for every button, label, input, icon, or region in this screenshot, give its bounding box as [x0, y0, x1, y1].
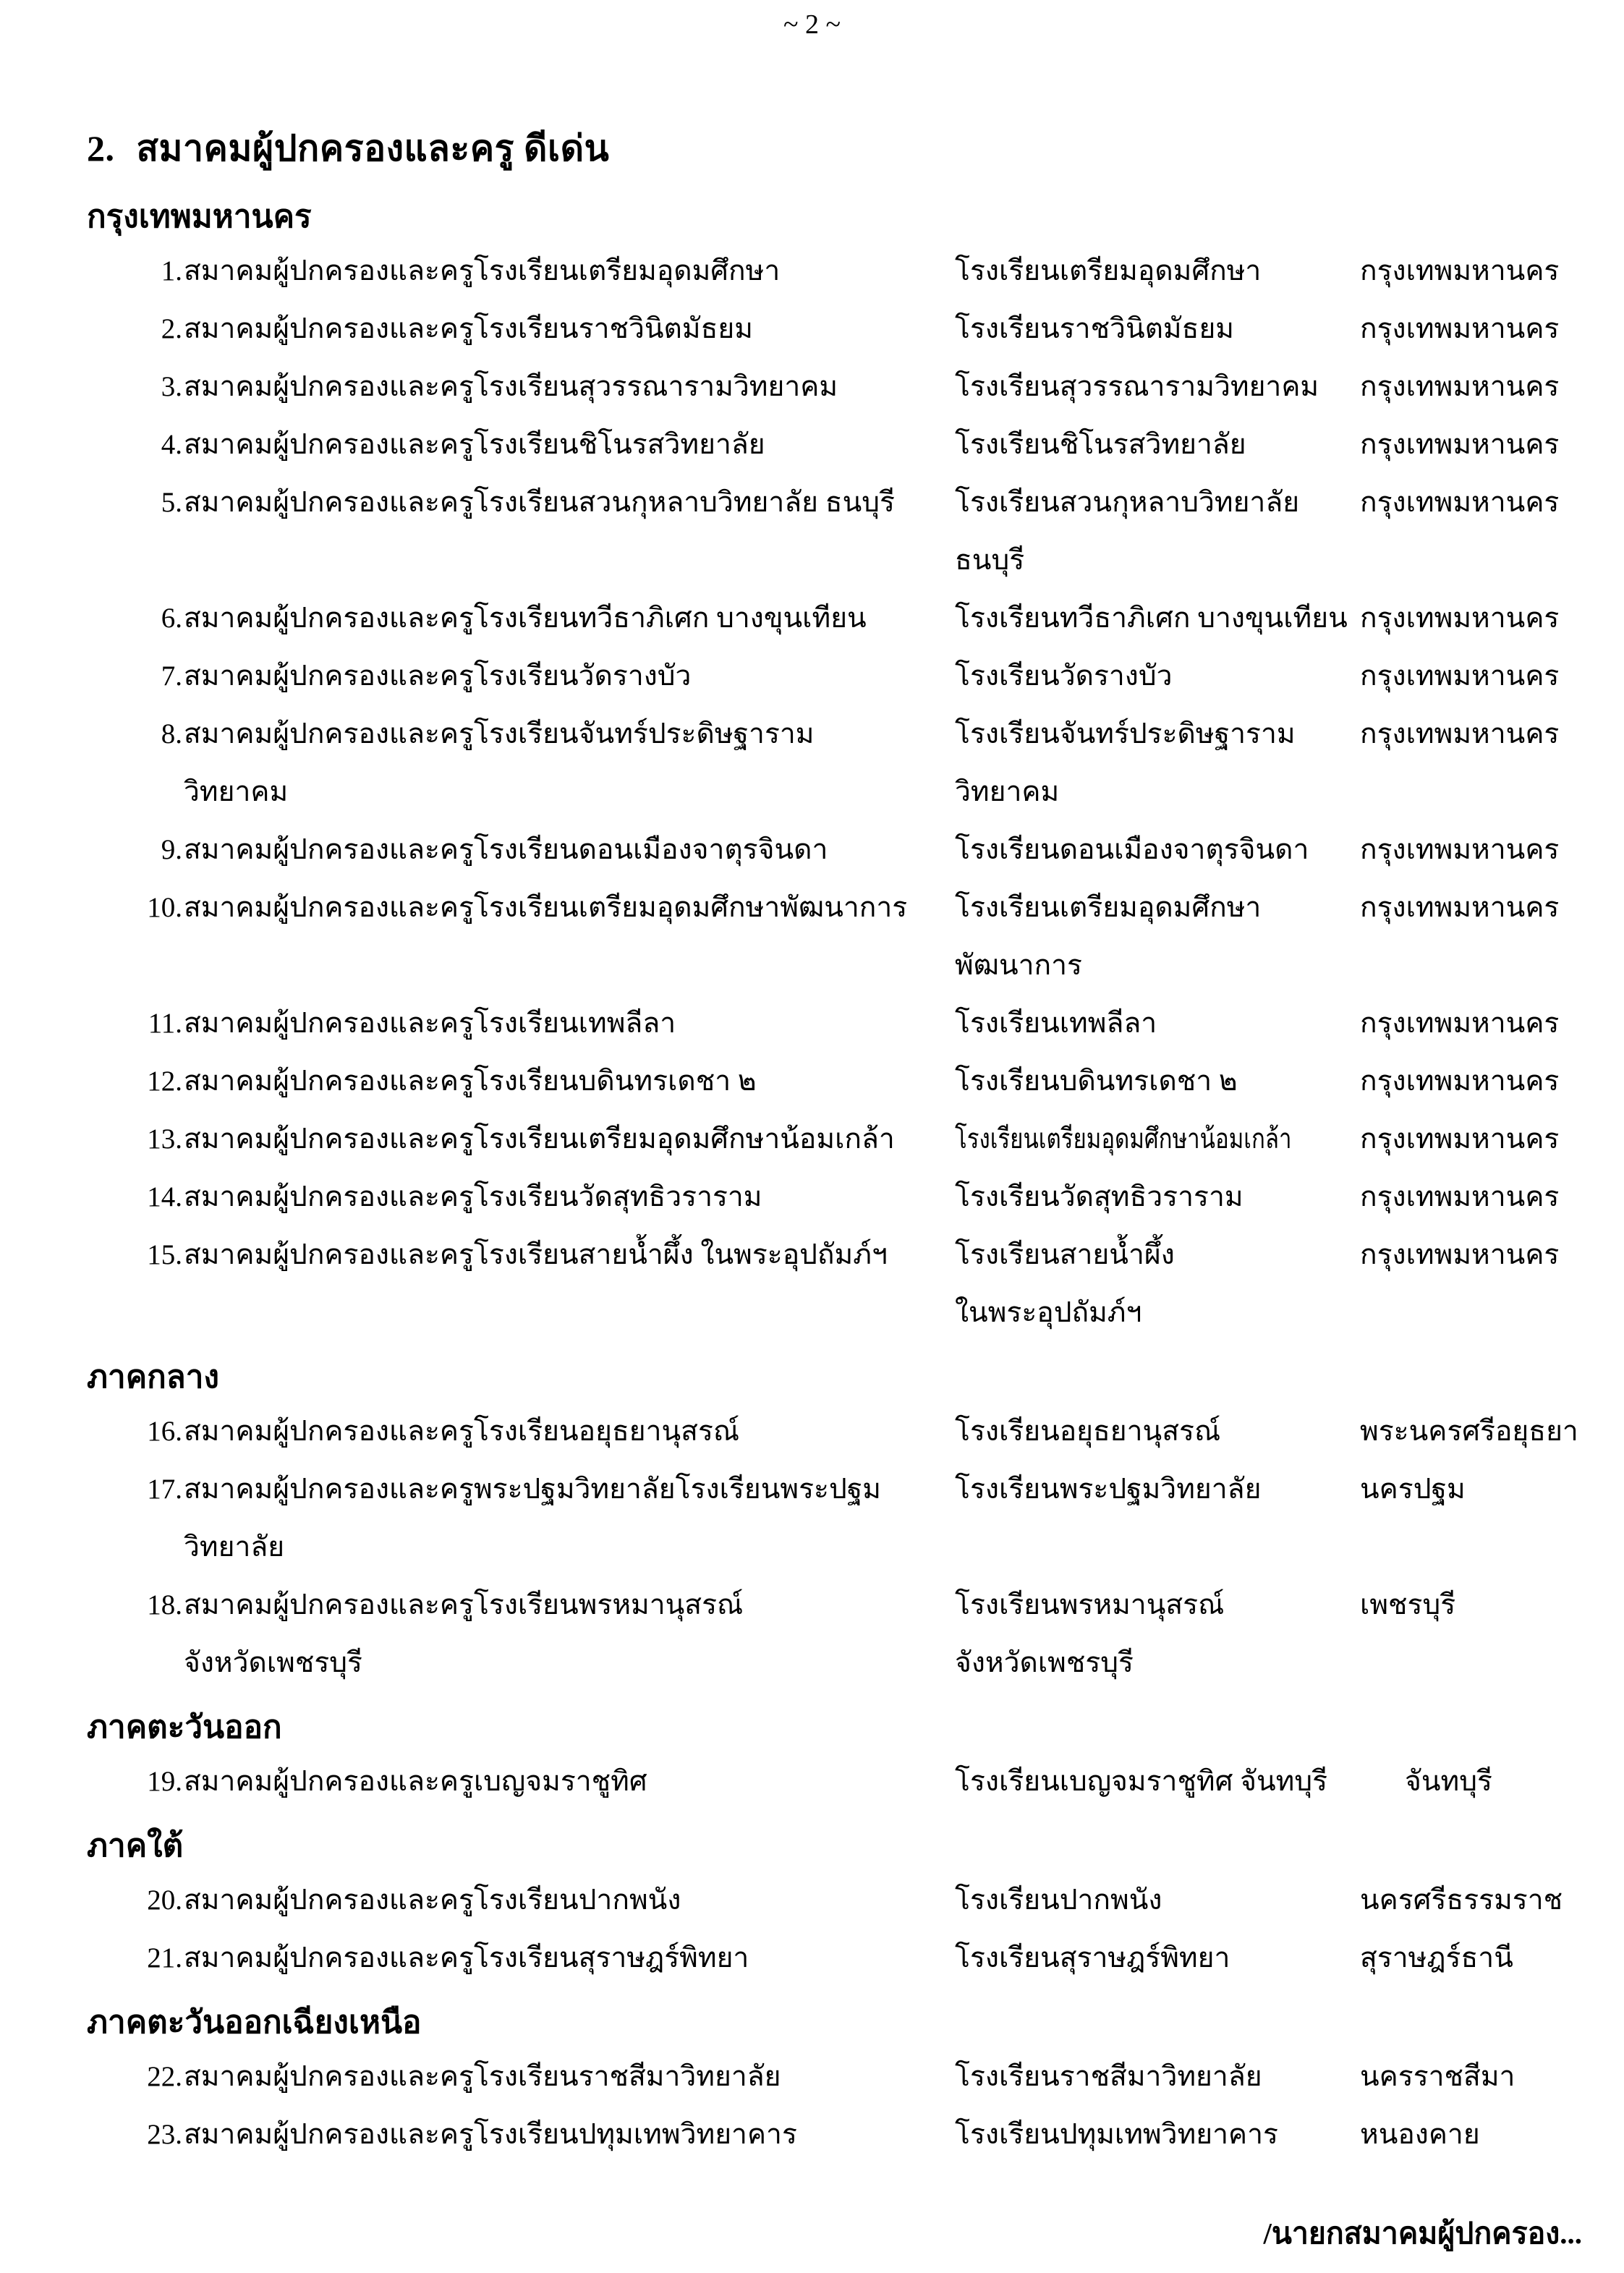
province-line: กรุงเทพมหานคร: [1360, 1008, 1560, 1039]
association-line: สมาคมผู้ปกครองและครูโรงเรียนชิโนรสวิทยาลัย: [184, 429, 765, 460]
province-name: [1360, 588, 1559, 646]
school-line: วิทยาคม: [955, 776, 1060, 807]
table-row: [0, 1401, 1624, 1459]
association-line: สมาคมผู้ปกครองและครูโรงเรียนดอนเมืองจาตุรจินดา: [184, 834, 828, 865]
school-line: โรงเรียนทวีธาภิเศก บางขุนเทียน: [955, 603, 1348, 634]
entry-number: 7.: [161, 660, 182, 692]
association-line: สมาคมผู้ปกครองและครูโรงเรียนเทพลีลา: [184, 1008, 676, 1039]
school-name: [955, 1225, 1175, 1341]
association-line: สมาคมผู้ปกครองและครูโรงเรียนสายน้ำผึ้ง ในพระอุปถัมภ์ฯ: [184, 1239, 888, 1270]
association-name: [184, 878, 907, 935]
school-line: โรงเรียนปทุมเทพวิทยาคาร: [955, 2119, 1278, 2150]
table-row: [0, 993, 1624, 1051]
section-header: ภาคตะวันออก: [87, 1709, 282, 1745]
province-line: กรุงเทพมหานคร: [1360, 892, 1560, 923]
table-row: [0, 2047, 1624, 2104]
page-number: ~ 2 ~: [783, 9, 841, 40]
school-line: โรงเรียนเตรียมอุดมศึกษาน้อมเกล้า: [955, 1123, 1292, 1155]
province-name: [1360, 1401, 1578, 1459]
province-name: [1360, 357, 1559, 415]
table-row: [0, 1109, 1624, 1167]
province-name: [1405, 1751, 1492, 1809]
section-header: ภาคตะวันออกเฉียงเหนือ: [87, 2005, 422, 2040]
entry-number: 17.: [147, 1474, 182, 1505]
province-name: [1360, 472, 1559, 530]
association-name: [184, 241, 780, 299]
association-name: [184, 1575, 743, 1691]
school-name: [955, 1401, 1220, 1459]
association-line: สมาคมผู้ปกครองและครูโรงเรียนเตรียมอุดมศึกษา: [184, 255, 781, 286]
school-line: โรงเรียนชิโนรสวิทยาลัย: [955, 429, 1246, 460]
table-row: [0, 1751, 1624, 1809]
province-line: จันทบุรี: [1405, 1766, 1492, 1797]
province-line: นครศรีธรรมราช: [1360, 1885, 1563, 1916]
school-line: โรงเรียนสายน้ำผึ้ง: [955, 1239, 1175, 1270]
school-line: โรงเรียนวัดรางบัว: [955, 660, 1173, 692]
school-line: โรงเรียนสวนกุหลาบวิทยาลัย: [955, 487, 1300, 518]
province-line: นครราชสีมา: [1360, 2061, 1515, 2092]
entry-number: 3.: [161, 371, 182, 402]
school-line: โรงเรียนพระปฐมวิทยาลัย: [955, 1474, 1262, 1505]
school-line: โรงเรียนราชวินิตมัธยม: [955, 313, 1235, 344]
school-name: [955, 1459, 1261, 1517]
province-line: กรุงเทพมหานคร: [1360, 487, 1560, 518]
association-line: สมาคมผู้ปกครองและครูโรงเรียนวัดรางบัว: [184, 660, 692, 692]
association-line: สมาคมผู้ปกครองและครูโรงเรียนราชสีมาวิทยาลัย: [184, 2061, 781, 2092]
province-line: เพชรบุรี: [1360, 1589, 1456, 1620]
school-name: [955, 1751, 1327, 1809]
association-line: จังหวัดเพชรบุรี: [184, 1647, 362, 1678]
school-name: [955, 1870, 1162, 1928]
school-name: [955, 588, 1348, 646]
association-line: สมาคมผู้ปกครองและครูโรงเรียนเตรียมอุดมศึกษาน้อมเกล้า: [184, 1123, 895, 1155]
school-line: โรงเรียนวัดสุทธิวราราม: [955, 1181, 1243, 1212]
province-name: [1360, 1225, 1559, 1283]
province-name: [1360, 1928, 1513, 1986]
school-name: [955, 299, 1234, 357]
school-name: [955, 878, 1261, 993]
table-row: [0, 1870, 1624, 1928]
association-name: [184, 1401, 739, 1459]
province-line: กรุงเทพมหานคร: [1360, 255, 1560, 286]
school-line: โรงเรียนดอนเมืองจาตุรจินดา: [955, 834, 1309, 865]
school-name: [955, 1928, 1230, 1986]
province-line: กรุงเทพมหานคร: [1360, 371, 1560, 402]
school-name: [955, 1575, 1224, 1691]
school-line: จังหวัดเพชรบุรี: [955, 1647, 1134, 1678]
province-line: กรุงเทพมหานคร: [1360, 313, 1560, 344]
page-title: [87, 120, 1624, 177]
association-name: [184, 820, 828, 878]
school-name: [955, 2104, 1278, 2162]
entry-number: 14.: [147, 1181, 182, 1212]
association-name: [184, 1459, 881, 1575]
school-line: ในพระอุปถัมภ์ฯ: [955, 1297, 1142, 1328]
province-name: [1360, 1459, 1466, 1517]
entry-number: 15.: [147, 1239, 182, 1270]
association-name: [184, 357, 838, 415]
province-name: [1360, 820, 1559, 878]
entry-number: 1.: [161, 255, 182, 286]
school-line: โรงเรียนเทพลีลา: [955, 1008, 1157, 1039]
table-row: [0, 357, 1624, 415]
table-row: [0, 241, 1624, 299]
province-name: [1360, 704, 1559, 762]
province-name: [1360, 993, 1559, 1051]
association-name: [184, 1167, 762, 1225]
entry-number: 21.: [147, 1942, 182, 1974]
table-row: [0, 1167, 1624, 1225]
section-header: ภาคใต้: [87, 1828, 184, 1864]
association-line: สมาคมผู้ปกครองและครูโรงเรียนสุวรรณารามวิทยาคม: [184, 371, 838, 402]
table-row: [0, 1928, 1624, 1986]
school-name: [955, 1051, 1238, 1109]
school-line: โรงเรียนเบญจมราชูทิศ จันทบุรี: [955, 1766, 1328, 1797]
province-line: กรุงเทพมหานคร: [1360, 429, 1560, 460]
association-name: [184, 472, 895, 530]
association-line: สมาคมผู้ปกครองและครูโรงเรียนสุราษฎร์พิทยา: [184, 1942, 749, 1974]
association-name: [184, 1751, 647, 1809]
province-name: [1360, 1870, 1563, 1928]
province-name: [1360, 878, 1559, 935]
school-line: ธนบุรี: [955, 545, 1025, 576]
province-name: [1360, 1051, 1559, 1109]
table-row: [0, 878, 1624, 993]
association-line: สมาคมผู้ปกครองและครูโรงเรียนปากพนัง: [184, 1885, 681, 1916]
province-name: [1360, 1167, 1559, 1225]
association-line: วิทยาลัย: [184, 1531, 285, 1563]
entry-number: 9.: [161, 834, 182, 865]
association-line: สมาคมผู้ปกครองและครูโรงเรียนจันทร์ประดิษฐาราม: [184, 718, 815, 749]
school-line: โรงเรียนจันทร์ประดิษฐาราม: [955, 718, 1296, 749]
table-row: [0, 588, 1624, 646]
province-line: หนองคาย: [1360, 2119, 1480, 2150]
entry-number: 6.: [161, 603, 182, 634]
school-name: [955, 704, 1296, 820]
school-name: [955, 646, 1173, 704]
school-name: [955, 415, 1246, 472]
province-name: [1360, 2104, 1480, 2162]
entry-number: 10.: [147, 892, 182, 923]
association-name: [184, 415, 765, 472]
association-name: [184, 299, 753, 357]
province-name: [1360, 415, 1559, 472]
province-name: [1360, 299, 1559, 357]
association-line: สมาคมผู้ปกครองและครูโรงเรียนเตรียมอุดมศึกษาพัฒนาการ: [184, 892, 908, 923]
school-name: [955, 357, 1319, 415]
table-row: [0, 472, 1624, 588]
school-line: โรงเรียนสุราษฎร์พิทยา: [955, 1942, 1230, 1974]
association-line: สมาคมผู้ปกครองและครูโรงเรียนวัดสุทธิวราราม: [184, 1181, 762, 1212]
association-name: [184, 1928, 749, 1986]
entry-number: 8.: [161, 718, 182, 749]
association-line: สมาคมผู้ปกครองและครูโรงเรียนราชวินิตมัธยม: [184, 313, 753, 344]
school-name: [955, 472, 1299, 588]
association-name: [184, 993, 676, 1051]
association-line: สมาคมผู้ปกครองและครูโรงเรียนอยุธยานุสรณ์: [184, 1416, 740, 1447]
association-name: [184, 588, 867, 646]
table-row: [0, 299, 1624, 357]
footer-note: /นายกสมาคมผู้ปกครอง...: [1263, 2217, 1582, 2250]
association-line: สมาคมผู้ปกครองและครูโรงเรียนปทุมเทพวิทยาคาร: [184, 2119, 797, 2150]
school-line: โรงเรียนอยุธยานุสรณ์: [955, 1416, 1221, 1447]
table-row: [0, 415, 1624, 472]
school-line: โรงเรียนเตรียมอุดมศึกษา: [955, 255, 1262, 286]
entry-number: 22.: [147, 2061, 182, 2092]
province-name: [1360, 2047, 1515, 2104]
table-row: [0, 646, 1624, 704]
province-line: กรุงเทพมหานคร: [1360, 1123, 1560, 1155]
entry-number: 13.: [147, 1123, 182, 1155]
association-name: [184, 1109, 895, 1167]
province-line: นครปฐม: [1360, 1474, 1466, 1505]
entry-number: 18.: [147, 1589, 182, 1620]
association-name: [184, 1870, 681, 1928]
table-row: [0, 1575, 1624, 1691]
school-line: โรงเรียนราชสีมาวิทยาลัย: [955, 2061, 1262, 2092]
school-name: [955, 2047, 1262, 2104]
entry-number: 4.: [161, 429, 182, 460]
section-header: กรุงเทพมหานคร: [87, 199, 312, 234]
school-name: [955, 1167, 1243, 1225]
association-name: [184, 646, 691, 704]
province-line: กรุงเทพมหานคร: [1360, 660, 1560, 692]
entry-number: 12.: [147, 1066, 182, 1097]
school-line: โรงเรียนบดินทรเดชา ๒: [955, 1066, 1238, 1097]
entry-number: 16.: [147, 1416, 182, 1447]
association-list: [0, 180, 1624, 2162]
association-line: สมาคมผู้ปกครองและครูโรงเรียนพรหมานุสรณ์: [184, 1589, 744, 1620]
association-line: สมาคมผู้ปกครองและครูเบญจมราชูทิศ: [184, 1766, 647, 1797]
entry-number: 20.: [147, 1885, 182, 1916]
entry-number: 2.: [161, 313, 182, 344]
association-line: สมาคมผู้ปกครองและครูโรงเรียนบดินทรเดชา ๒: [184, 1066, 757, 1097]
province-line: พระนครศรีอยุธยา: [1360, 1416, 1578, 1447]
section-header: ภาคกลาง: [87, 1359, 219, 1395]
school-line: โรงเรียนพรหมานุสรณ์: [955, 1589, 1225, 1620]
table-row: [0, 1225, 1624, 1341]
province-line: กรุงเทพมหานคร: [1360, 603, 1560, 634]
association-name: [184, 704, 815, 820]
province-line: กรุงเทพมหานคร: [1360, 1066, 1560, 1097]
school-line: โรงเรียนเตรียมอุดมศึกษา: [955, 892, 1262, 923]
school-name: [955, 1109, 1376, 1167]
association-name: [184, 2047, 781, 2104]
province-name: [1360, 1109, 1559, 1167]
entry-number: 5.: [161, 487, 182, 518]
province-name: [1360, 241, 1559, 299]
association-line: สมาคมผู้ปกครองและครูพระปฐมวิทยาลัยโรงเรียนพระปฐม: [184, 1474, 881, 1505]
province-line: กรุงเทพมหานคร: [1360, 834, 1560, 865]
association-line: สมาคมผู้ปกครองและครูโรงเรียนสวนกุหลาบวิทยาลัย ธนบุรี: [184, 487, 895, 518]
association-name: [184, 1225, 888, 1283]
table-row: [0, 2104, 1624, 2162]
entry-number: 11.: [148, 1008, 182, 1039]
province-line: กรุงเทพมหานคร: [1360, 718, 1560, 749]
association-name: [184, 1051, 757, 1109]
table-row: [0, 704, 1624, 820]
school-name: [955, 820, 1309, 878]
page-title-number: 2.: [87, 128, 115, 169]
school-line: พัฒนาการ: [955, 950, 1082, 981]
entry-number: 23.: [147, 2119, 182, 2150]
province-line: กรุงเทพมหานคร: [1360, 1239, 1560, 1270]
entry-number: 19.: [147, 1766, 182, 1797]
province-line: กรุงเทพมหานคร: [1360, 1181, 1560, 1212]
school-name: [955, 993, 1157, 1051]
school-line: โรงเรียนปากพนัง: [955, 1885, 1162, 1916]
province-name: [1360, 1575, 1455, 1633]
table-row: [0, 1459, 1624, 1575]
association-line: สมาคมผู้ปกครองและครูโรงเรียนทวีธาภิเศก บางขุนเทียน: [184, 603, 867, 634]
association-line: วิทยาคม: [184, 776, 289, 807]
province-line: สุราษฎร์ธานี: [1360, 1942, 1513, 1974]
province-name: [1360, 646, 1559, 704]
school-name: [955, 241, 1261, 299]
association-name: [184, 2104, 797, 2162]
page-title-text: สมาคมผู้ปกครองและครู ดีเด่น: [136, 128, 610, 169]
table-row: [0, 1051, 1624, 1109]
table-row: [0, 820, 1624, 878]
school-line: โรงเรียนสุวรรณารามวิทยาคม: [955, 371, 1319, 402]
